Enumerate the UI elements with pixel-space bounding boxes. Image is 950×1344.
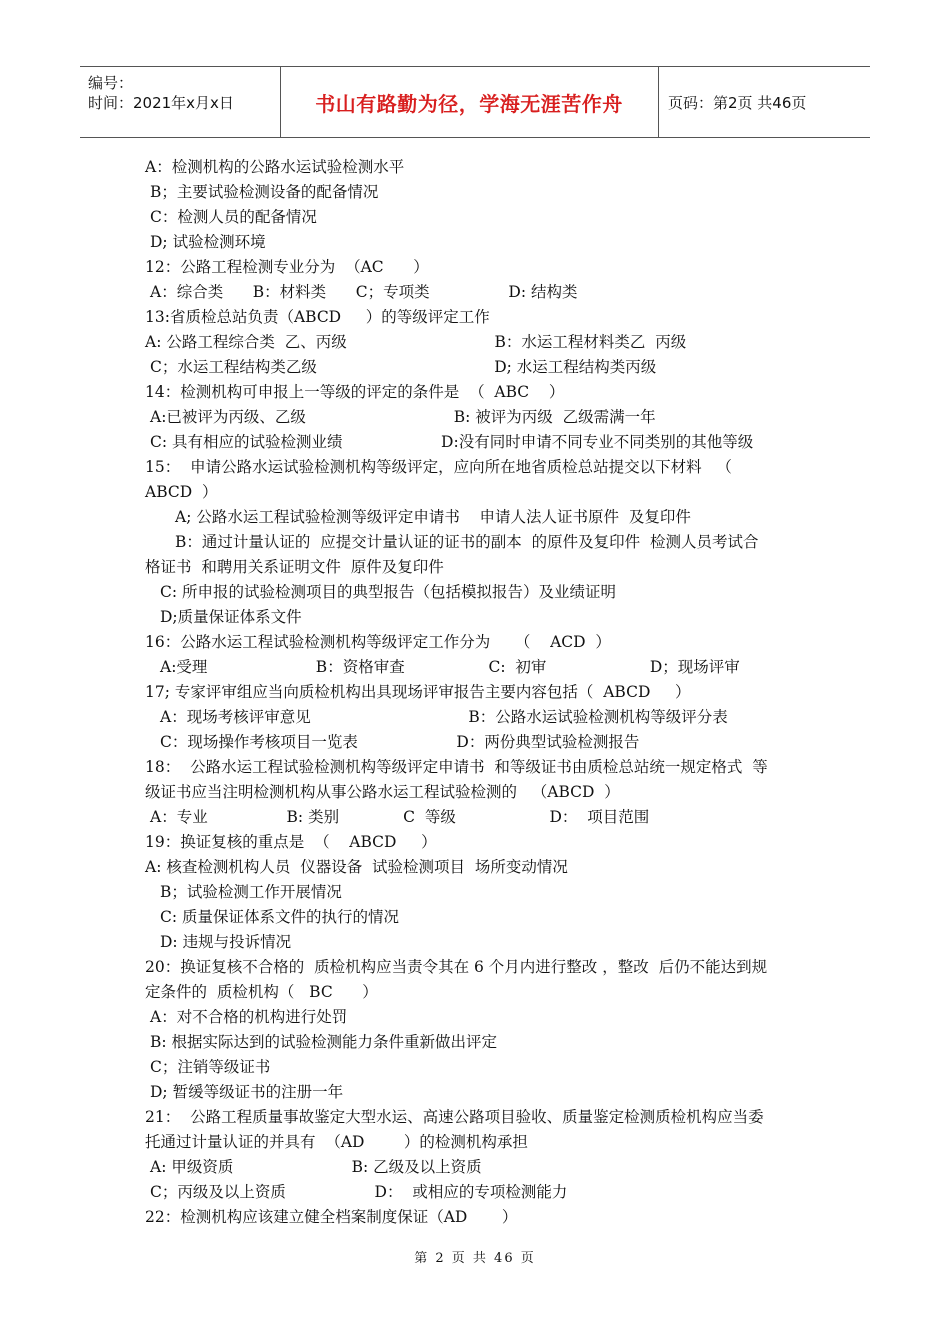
text-line: A：检测机构的公路水运试验检测水平 (145, 158, 405, 176)
header-page-cell (658, 67, 870, 137)
text-line: C；注销等级证书 (150, 1058, 271, 1076)
text-line: A：对不合格的机构进行处罚 (150, 1008, 348, 1026)
text-line: 定条件的 质检机构（ BC ） (145, 983, 378, 1001)
text-line: A：专业 B: 类别 C 等级 D： 项目范围 (150, 808, 650, 826)
text-line: A: 公路工程综合类 乙、丙级 B：水运工程材料类乙 丙级 (145, 333, 687, 351)
text-line: D; 暂缓等级证书的注册一年 (150, 1083, 344, 1101)
text-line: C：检测人员的配备情况 (150, 208, 317, 226)
text-line: 托通过计量认证的并具有 （AD ）的检测机构承担 (145, 1133, 528, 1151)
text-line: A: 甲级资质 B: 乙级及以上资质 (150, 1158, 482, 1176)
text-line: B；主要试验检测设备的配备情况 (150, 183, 379, 201)
document-number-label: 编号： (88, 74, 134, 92)
text-line: 18： 公路水运工程试验检测机构等级评定申请书 和等级证书由质检总站统一规定格式 等 (145, 758, 768, 776)
text-line: ABCD ） (145, 483, 218, 501)
text-line: 格证书 和聘用关系证明文件 原件及复印件 (145, 558, 444, 576)
header-motto: 书山有路勤为径，学海无涯苦作舟 (315, 91, 623, 116)
text-line: 级证书应当注明检测机构从事公路水运工程试验检测的 （ABCD ） (145, 783, 620, 801)
text-line: A：综合类 B：材料类 C；专项类 D: 结构类 (150, 283, 578, 301)
text-line: 19：换证复核的重点是 （ ABCD ） (145, 833, 437, 851)
text-line: 21： 公路工程质量事故鉴定大型水运、高速公路项目验收、质量鉴定检测质检机构应当委 (145, 1108, 764, 1126)
text-line: B：通过计量认证的 应提交计量认证的证书的副本 的原件及复印件 检测人员考试合 (175, 533, 759, 551)
text-line: 20：换证复核不合格的 质检机构应当责令其在 6 个月内进行整改 ，整改 后仍不能达到规 (145, 958, 768, 976)
text-line: C: 质量保证体系文件的执行的情况 (160, 908, 400, 926)
text-line: A:受理 B：资格审查 C: 初审 D；现场评审 (160, 658, 740, 676)
text-line: C：现场操作考核项目一览表 D：两份典型试验检测报告 (160, 733, 640, 751)
text-line: C: 具有相应的试验检测业绩 D:没有同时申请不同专业不同类别的其他等级 (150, 433, 754, 451)
text-line: C；丙级及以上资质 D： 或相应的专项检测能力 (150, 1183, 568, 1201)
text-line: 12：公路工程检测专业分为 （AC ） (145, 258, 429, 276)
text-line: 16：公路水运工程试验检测机构等级评定工作分为 （ ACD ） (145, 633, 611, 651)
text-line: 13:省质检总站负责（ABCD ）的等级评定工作 (145, 308, 490, 326)
text-line: A; 公路水运工程试验检测等级评定申请书 申请人法人证书原件 及复印件 (175, 508, 691, 526)
text-line: A：现场考核评审意见 B：公路水运试验检测机构等级评分表 (160, 708, 728, 726)
text-line: A: 核查检测机构人员 仪器设备 试验检测项目 场所变动情况 (145, 858, 568, 876)
text-line: B: 根据实际达到的试验检测能力条件重新做出评定 (150, 1033, 498, 1051)
text-line: A:已被评为丙级、乙级 B: 被评为丙级 乙级需满一年 (150, 408, 656, 426)
page-footer: 第 2 页 共 46 页 (414, 1251, 536, 1266)
text-line: 22：检测机构应该建立健全档案制度保证（AD ） (145, 1208, 518, 1226)
header-motto-cell (280, 67, 659, 137)
page-header (80, 66, 870, 138)
text-line: C；水运工程结构类乙级 D; 水运工程结构类丙级 (150, 358, 657, 376)
text-line: 17; 专家评审组应当向质检机构出具现场评审报告主要内容包括（ ABCD ） (145, 683, 691, 701)
text-line: B；试验检测工作开展情况 (160, 883, 342, 901)
text-line: D: 违规与投诉情况 (160, 933, 292, 951)
text-line: D;质量保证体系文件 (160, 608, 302, 626)
header-page-code: 页码：第2页 共46页 (668, 93, 807, 112)
text-line: C: 所申报的试验检测项目的典型报告（包括模拟报告）及业绩证明 (160, 583, 617, 601)
text-line: D; 试验检测环境 (150, 233, 266, 251)
document-date-label: 时间：2021年x月x日 (88, 94, 234, 112)
text-line: 14：检测机构可申报上一等级的评定的条件是 （ ABC ） (145, 383, 565, 401)
header-info-cell (80, 67, 281, 137)
text-line: 15： 申请公路水运试验检测机构等级评定，应向所在地省质检总站提交以下材料 （ (145, 458, 732, 476)
